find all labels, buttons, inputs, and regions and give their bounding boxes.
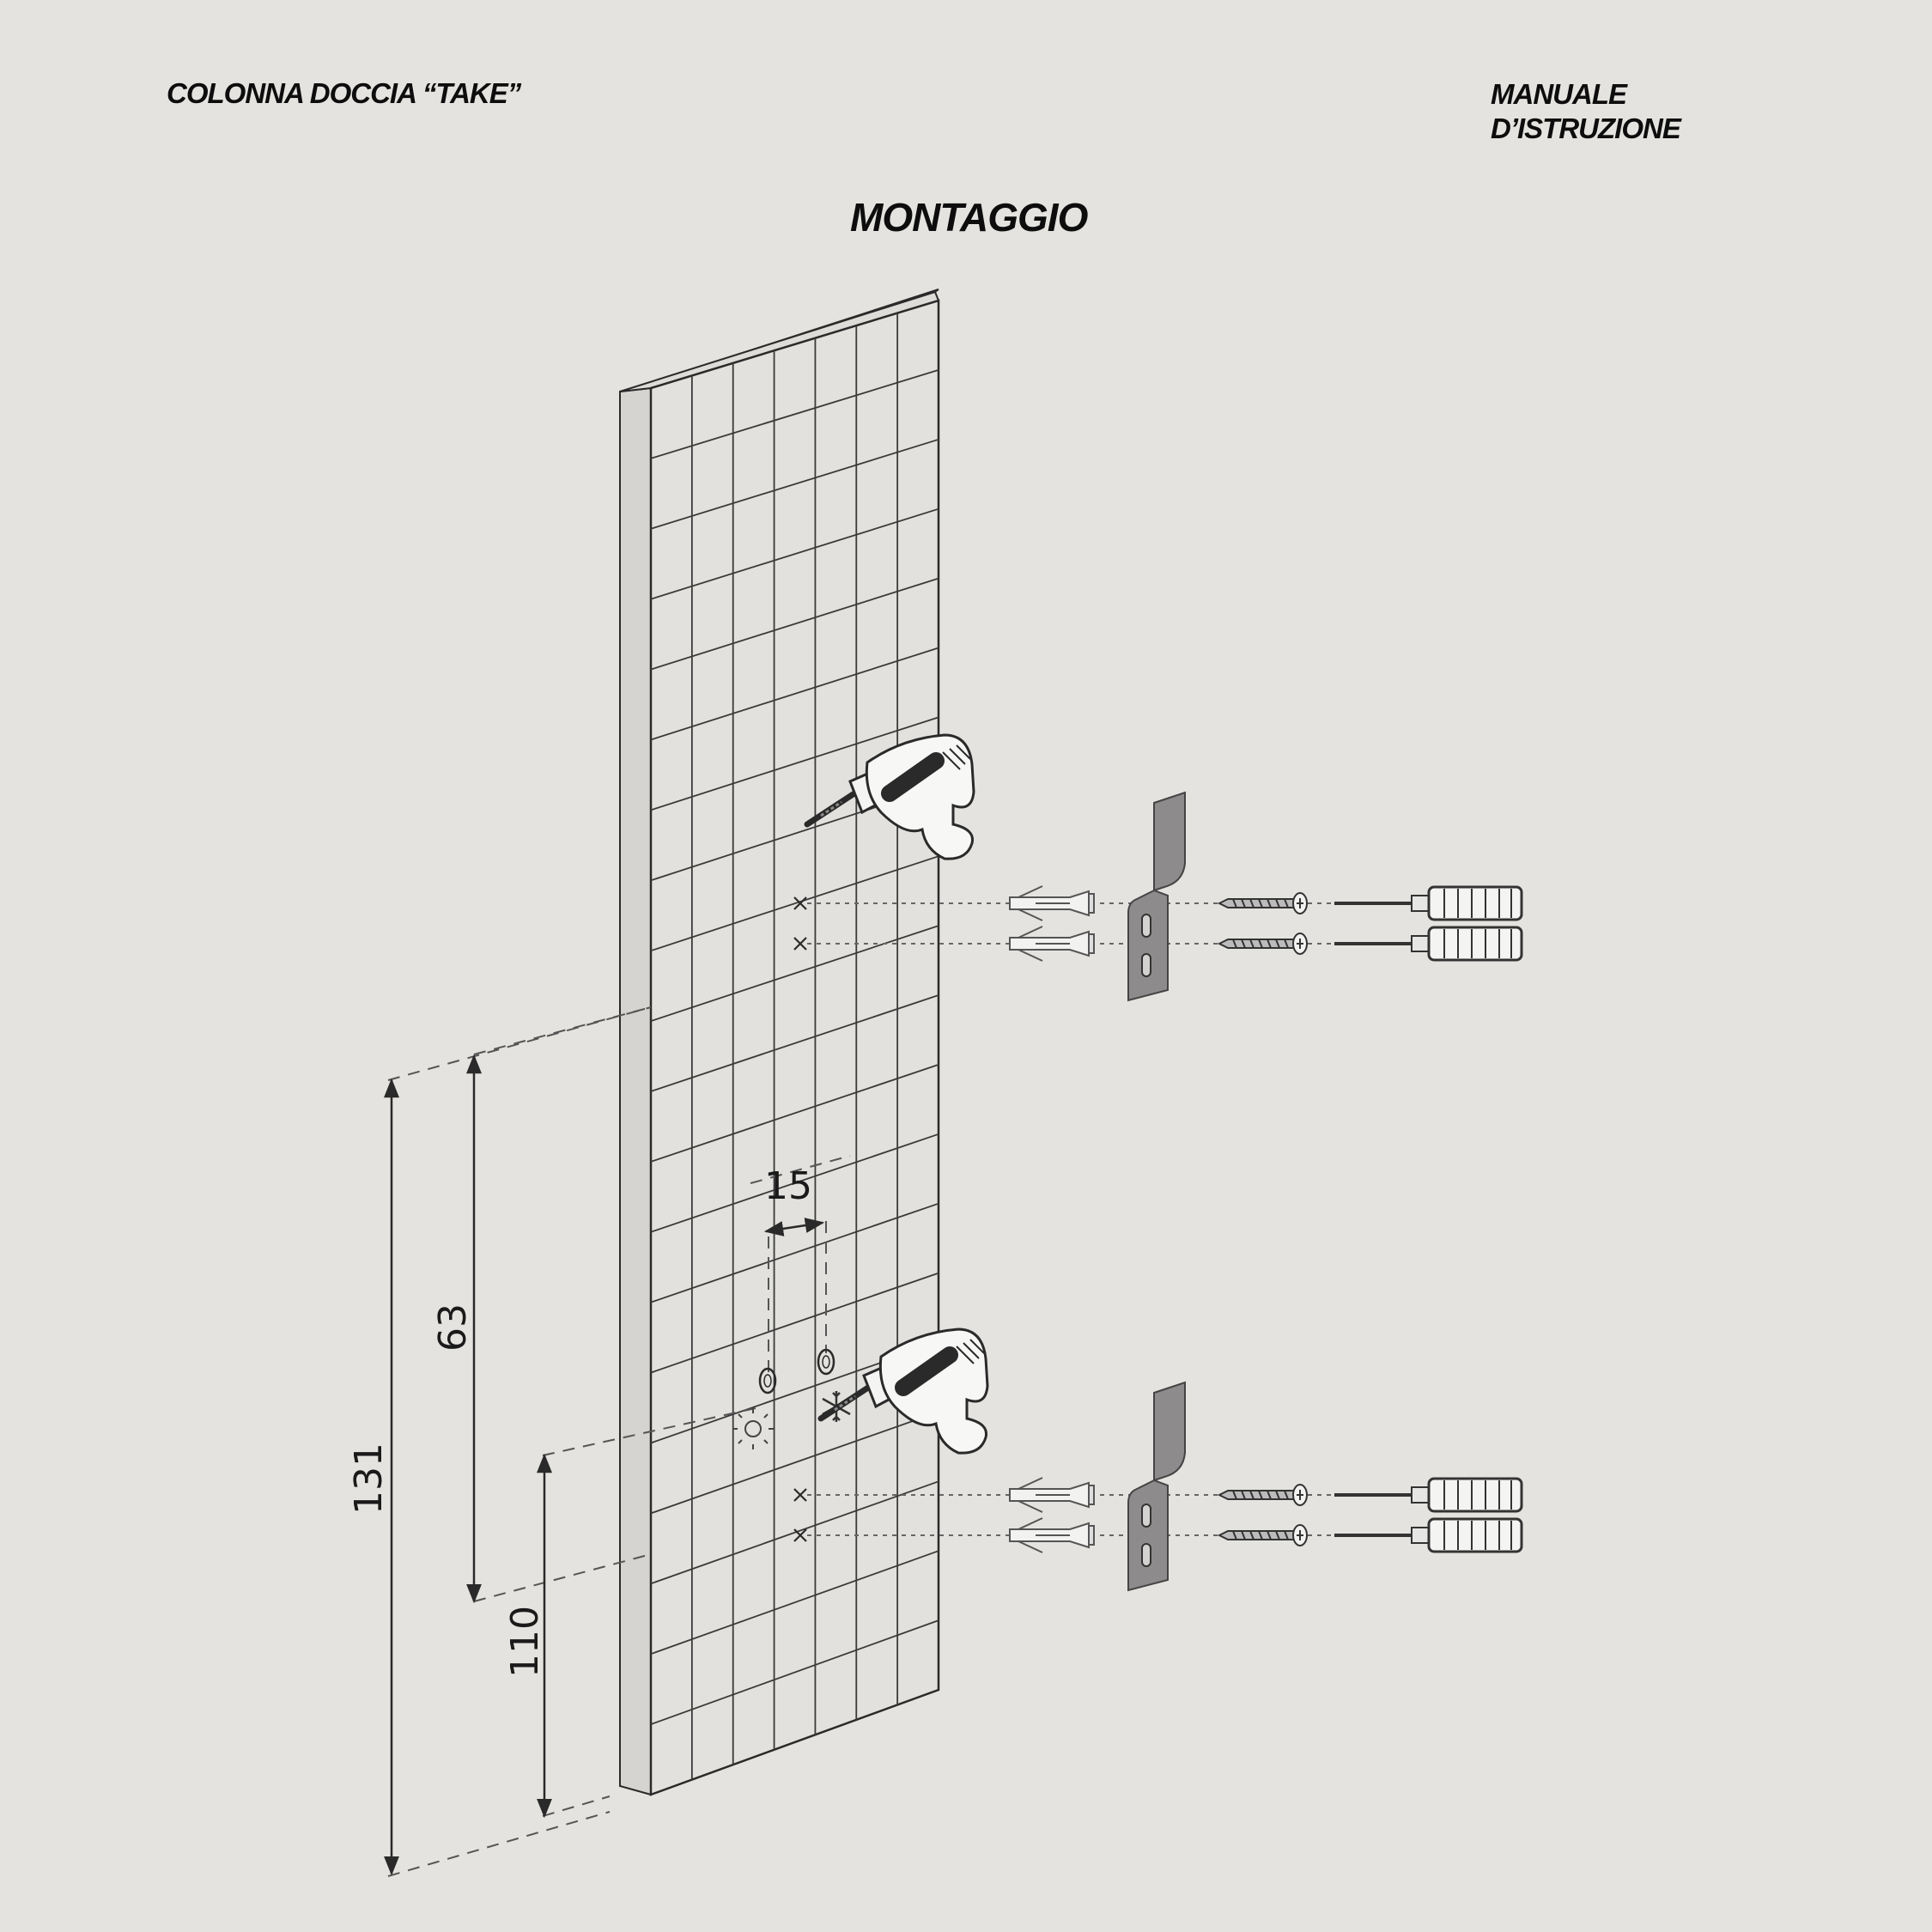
dimension-lower: 110 xyxy=(503,1606,547,1678)
screw-icon xyxy=(1219,1525,1307,1546)
wall-plug-icon xyxy=(1010,1478,1094,1512)
screwdriver-icon xyxy=(1334,887,1522,920)
dimension-upper: 63 xyxy=(431,1303,475,1352)
screw-icon xyxy=(1219,1485,1307,1505)
wall-bracket-icon xyxy=(1128,1382,1185,1590)
product-title: COLONNA DOCCIA “TAKE” xyxy=(167,77,521,109)
wall-panel xyxy=(620,289,939,1795)
screw-icon xyxy=(1219,893,1307,914)
section-title: MONTAGGIO xyxy=(850,195,1088,240)
screwdriver-icon xyxy=(1334,927,1522,960)
dimension-total: 131 xyxy=(347,1443,391,1515)
dimension-spacing: 15 xyxy=(764,1164,812,1208)
wall-bracket-icon xyxy=(1128,793,1185,1000)
wall-plug-icon xyxy=(1010,886,1094,920)
wall-plug-icon xyxy=(1010,1518,1094,1552)
manual-title-line1: MANUALE xyxy=(1491,78,1626,110)
screw-icon xyxy=(1219,933,1307,954)
manual-title-line2: D’ISTRUZIONE xyxy=(1491,112,1680,144)
wall-plug-icon xyxy=(1010,927,1094,961)
screwdriver-icon xyxy=(1334,1479,1522,1511)
screwdriver-icon xyxy=(1334,1519,1522,1552)
